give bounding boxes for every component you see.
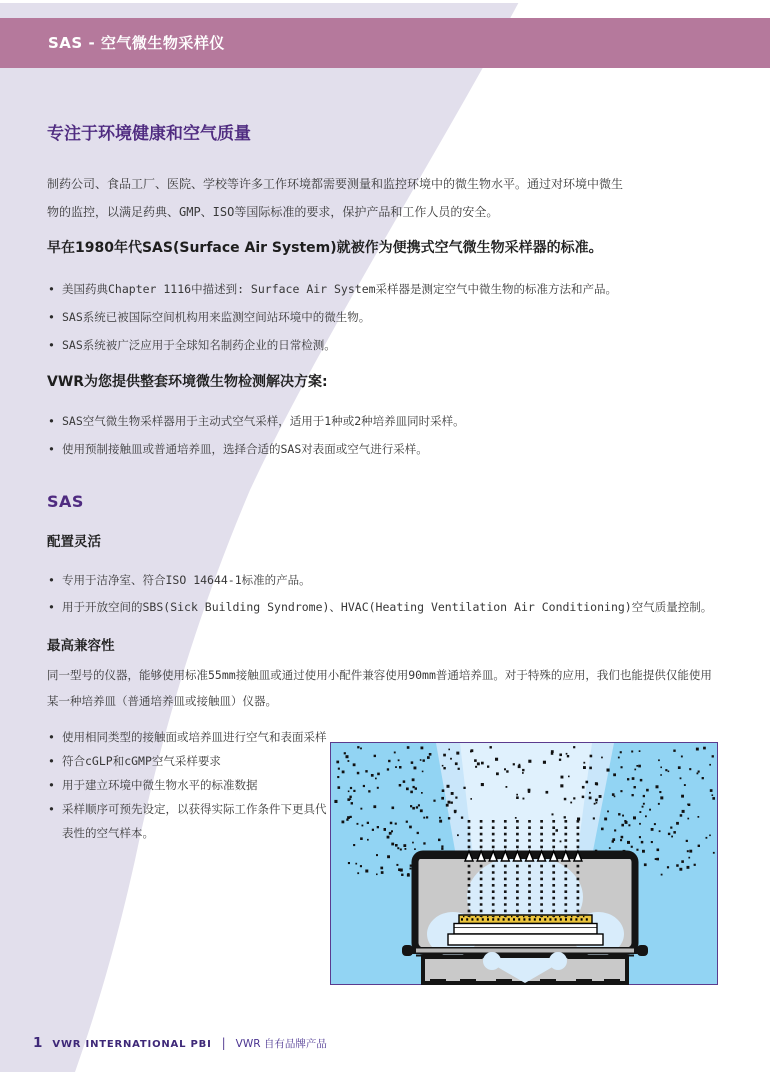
footer-tagline: VWR 自有品牌产品	[235, 1038, 327, 1050]
page-header-bar	[0, 18, 770, 68]
compatibility-paragraph: 同一型号的仪器，能够使用标准55mm接触皿或通过使用小配件兼容使用90mm普通培养皿。对于特殊的应用，我们也能提供仅能使用某一种培养皿（普通培养皿或接触皿）仪器。	[47, 668, 712, 708]
list-item: • SAS系统已被国际空间机构用来监测空间站环境中的微生物。	[47, 303, 707, 331]
list-item: • 用于开放空间的SBS(Sick Building Syndrome)、HVAC(Heating Ventilation Air Conditioning)空气质量控制。	[47, 594, 727, 621]
solution-heading: VWR为您提供整套环境微生物检测解决方案:	[47, 374, 328, 390]
list-item: • 用于建立环境中微生物水平的标准数据	[47, 773, 335, 797]
list-item: • 美国药典Chapter 1116中描述到: Surface Air System采样器是测定空气中微生物的标准方法和产品。	[47, 275, 707, 303]
list-item: • 专用于洁净室、符合ISO 14644-1标准的产品。	[47, 567, 727, 594]
sas-section-heading: SAS	[47, 492, 84, 511]
page-number: 1	[33, 1035, 43, 1051]
intro-heading: 专注于环境健康和空气质量	[47, 124, 251, 144]
compatibility-bullet-list	[47, 725, 335, 845]
air-sampler-cross-section-diagram	[330, 742, 718, 985]
list-item: • SAS系统被广泛应用于全球知名制药企业的日常检测。	[47, 331, 707, 359]
page-title: SAS - 空气微生物采样仪	[48, 34, 225, 52]
list-item: • 采样顺序可预先设定，以获得实际工作条件下更具代表性的空气样本。	[47, 797, 335, 845]
history-heading: 早在1980年代SAS(Surface Air System)就被作为便携式空气微生物采样器的标准。	[47, 240, 603, 256]
list-item: • SAS空气微生物采样器用于主动式空气采样，适用于1种或2种培养皿同时采样。	[47, 407, 707, 435]
footer-brand: VWR INTERNATIONAL PBI	[52, 1039, 212, 1050]
flexibility-bullet-list	[47, 567, 727, 621]
list-item: • 符合cGLP和cGMP空气采样要求	[47, 749, 335, 773]
footer-separator: |	[221, 1036, 226, 1050]
list-item: • 使用预制接触皿或普通培养皿，选择合适的SAS对表面或空气进行采样。	[47, 435, 707, 463]
list-item: • 使用相同类型的接触面或培养皿进行空气和表面采样	[47, 725, 335, 749]
solution-bullet-list	[47, 407, 707, 463]
intro-paragraph: 制药公司、食品工厂、医院、学校等许多工作环境都需要测量和监控环境中的微生物水平。通过对环境中微生物的监控，以满足药典、GMP、ISO等国际标准的要求，保护产品和工作人员的安全。	[47, 177, 624, 219]
compatibility-heading: 最高兼容性	[47, 638, 115, 654]
history-bullet-list	[47, 275, 707, 359]
page-footer	[33, 1035, 327, 1051]
flexibility-heading: 配置灵活	[47, 534, 101, 550]
